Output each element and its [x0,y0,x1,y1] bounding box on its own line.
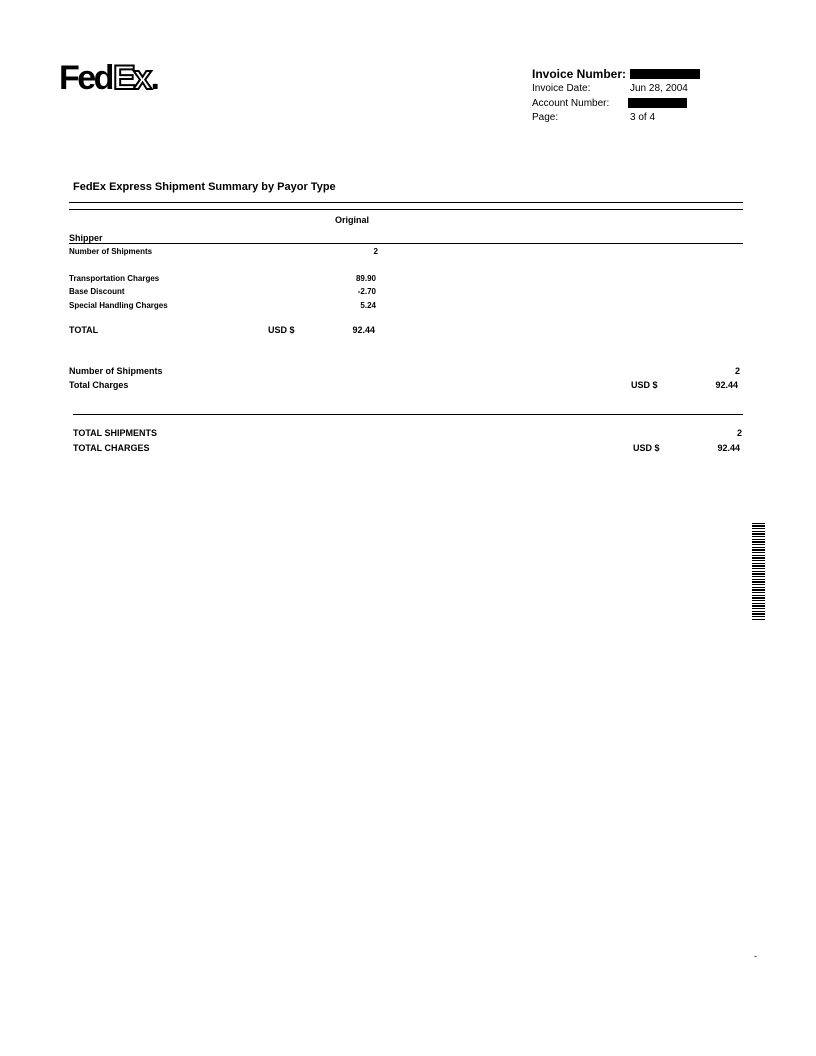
invoice-date-label: Invoice Date: [532,83,591,94]
grand-total-rule [73,414,743,415]
footer-mark: - [754,951,757,961]
row-label-shipments: Number of Shipments [69,247,153,256]
subtotal-shipments-label: Number of Shipments [69,366,163,376]
section-rule-top [69,202,743,203]
group-rule [69,243,743,244]
grand-total-charges-label: TOTAL CHARGES [73,443,150,453]
section-title: FedEx Express Shipment Summary by Payor Type [73,181,336,193]
subtotal-charges-label: Total Charges [69,380,129,390]
row-value-base-discount: -2.70 [357,287,376,296]
grand-total-shipments-label: TOTAL SHIPMENTS [73,428,158,438]
total-currency: USD $ [268,325,295,335]
barcode [752,523,765,620]
row-label-transportation: Transportation Charges [69,274,160,283]
row-value-transportation: 89.90 [355,274,376,283]
group-label-shipper: Shipper [69,233,103,243]
subtotal-charges-currency: USD $ [631,380,658,390]
row-label-special-handling: Special Handling Charges [69,301,168,310]
invoice-number-redaction [630,69,700,79]
invoice-number-label: Invoice Number: [532,67,627,81]
column-header-original: Original [335,215,370,225]
logo-fed: Fed [59,59,112,97]
row-value-special-handling: 5.24 [360,301,376,310]
grand-total-charges-value: 92.44 [717,443,740,453]
subtotal-shipments-value: 2 [734,366,740,376]
fedex-logo [59,58,158,98]
total-value: 92.44 [352,325,375,335]
row-value-shipments: 2 [373,247,378,256]
page-label: Page: [532,112,559,123]
row-label-base-discount: Base Discount [69,287,125,296]
invoice-date-value: Jun 28, 2004 [630,83,688,94]
logo-ex: Ex [112,59,150,97]
account-number-label: Account Number: [532,98,610,109]
account-number-redaction [628,98,687,108]
subtotal-charges-value: 92.44 [715,380,738,390]
grand-total-shipments-value: 2 [736,428,742,438]
page-value: 3 of 4 [630,112,656,123]
total-label: TOTAL [69,325,99,335]
grand-total-charges-currency: USD $ [633,443,660,453]
section-rule-second [69,209,743,210]
logo-dot: . [150,59,158,97]
